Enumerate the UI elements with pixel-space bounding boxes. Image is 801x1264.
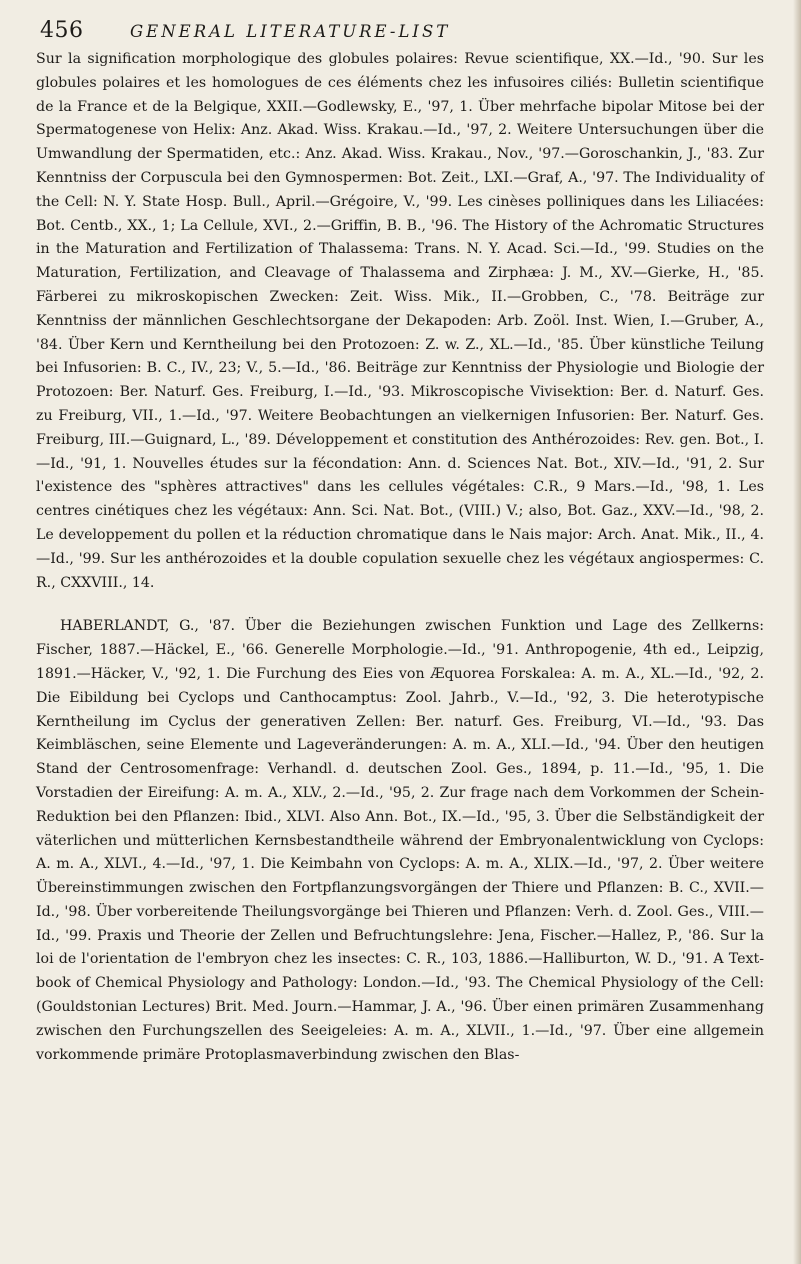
- page-header: [40, 18, 760, 52]
- page-number: 456: [40, 18, 84, 43]
- book-page: [24, 0, 776, 1264]
- bibliography-paragraph-h: HABERLANDT, G., '87. Über die Beziehungen zwischen Funktion und Lage des Zellkerns: Fischer, 1887.—Häckel, E., '66. Generelle Morphologie.—Id., '91. Anthropogenie, 4th ed., Leipzig, 1891.—Häcker, V., '92, 1. Die Furchung des Eies von Æquorea Forskalea: A. m. A., XL.—Id., '92, 2. Die Eibildung bei Cyclops und Canthocamptus: Zool. Jahrb., V.—Id., '92, 3. Die heterotypische Kerntheilung im Cyclus der generativen Zellen: Ber. naturf. Ges. Freiburg, VI.—Id., '93. Das Keimbläschen, seine Elemente und Lageveränderungen: A. m. A., XLI.—Id., '94. Über den heutigen Stand der Centrosomenfrage: Verhandl. d. deutschen Zool. Ges., 1894, p. 11.—Id., '95, 1. Die Vorstadien der Eireifung: A. m. A., XLV., 2.—Id., '95, 2. Zur frage nach dem Vorkommen der Schein-Reduktion bei den Pflanzen: Ibid., XLVI. Also Ann. Bot., IX.—Id., '95, 3. Über die Selbständigkeit der väterlichen und mütterlichen Kernsbestandtheile während der Embryonalentwicklung von Cyclops: A. m. A., XLVI., 4.—Id., '97, 1. Die Keimbahn von Cyclops: A. m. A., XLIX.—Id., '97, 2. Über weitere Übereinstimmungen zwischen den Fortpflanzungsvorgängen der Thiere und Pflanzen: B. C., XVII.—Id., '98. Über vorbereitende Theilungsvorgänge bei Thieren und Pflanzen: Verh. d. Zool. Ges., VIII.—Id., '99. Praxis und Theorie der Zellen und Befruchtungslehre: Jena, Fischer.—Hallez, P., '86. Sur la loi de l'orientation de l'embryon chez les insectes: C. R., 103, 1886.—Halliburton, W. D., '91. A Text-book of Chemical Physiology and Pathology: London.—Id., '93. The Chemical Physiology of the Cell: (Gouldstonian Lectures) Brit. Med. Journ.—Hammar, J. A., '96. Über einen primären Zusammenhang zwischen den Furchungszellen des Seeigeleies: A. m. A., XLVII., 1.—Id., '97. Über eine allgemein vorkommende primäre Protoplasmaverbindung zwischen den Blas-: [36, 618, 764, 1063]
- bibliography-paragraph-g: Sur la signification morphologique des globules polaires: Revue scientifique, XX.—Id., '90. Sur les globules polaires et les homologues de ces éléments chez les infusoires ciliés: Bulletin scientifique de la France et de la Belgique, XXII.—Godlewsky, E., '97, 1. Über mehrfache bipolar Mitose bei der Spermatogenese von Helix: Anz. Akad. Wiss. Krakau.—Id., '97, 2. Weitere Untersuchungen über die Umwandlung der Spermatiden, etc.: Anz. Akad. Wiss. Krakau., Nov., '97.—Goroschankin, J., '83. Zur Kenntniss der Corpuscula bei den Gymnospermen: Bot. Zeit., LXI.—Graf, A., '97. The Individuality of the Cell: N. Y. State Hosp. Bull., April.—Grégoire, V., '99. Les cinèses polliniques dans les Liliacées: Bot. Centb., XX., 1; La Cellule, XVI., 2.—Griffin, B. B., '96. The History of the Achromatic Structures in the Maturation and Fertilization of Thalassema: Trans. N. Y. Acad. Sci.—Id., '99. Studies on the Maturation, Fertilization, and Cleavage of Thalassema and Zirphæa: J. M., XV.—Gierke, H., '85. Färberei zu mikroskopischen Zwecken: Zeit. Wiss. Mik., II.—Grobben, C., '78. Beiträge zur Kenntniss der männlichen Geschlechtsorgane der Dekapoden: Arb. Zoöl. Inst. Wien, I.—Gruber, A., '84. Über Kern und Kerntheilung bei den Protozoen: Z. w. Z., XL.—Id., '85. Über künstliche Teilung bei Infusorien: B. C., IV., 23; V., 5.—Id., '86. Beiträge zur Kenntniss der Physiologie und Biologie der Protozoen: Ber. Naturf. Ges. Freiburg, I.—Id., '93. Mikroscopische Vivisektion: Ber. d. Naturf. Ges. zu Freiburg, VII., 1.—Id., '97. Weitere Beobachtungen an vielkernigen Infusorien: Ber. Naturf. Ges. Freiburg, III.—Guignard, L., '89. Développement et constitution des Anthérozoides: Rev. gen. Bot., I.—Id., '91, 1. Nouvelles études sur la fécondation: Ann. d. Sciences Nat. Bot., XIV.—Id., '91, 2. Sur l'existence des "sphères attractives" dans les cellules végétales: C.R., 9 Mars.—Id., '98, 1. Les centres cinétiques chez les végétaux: Ann. Sci. Nat. Bot., (VIII.) V.; also, Bot. Gaz., XXV.—Id., '98, 2. Le developpement du pollen et la réduction chromatique dans le Nais major: Arch. Anat. Mik., II., 4.—Id., '99. Sur les anthérozoides et la double copulation sexuelle chez les végétaux angiospermes: C. R., CXXVIII., 14.: [36, 51, 764, 591]
- page-edge-shadow: [793, 0, 801, 1264]
- running-title: GENERAL LITERATURE-LIST: [130, 22, 451, 41]
- bibliography-body: [36, 48, 764, 1067]
